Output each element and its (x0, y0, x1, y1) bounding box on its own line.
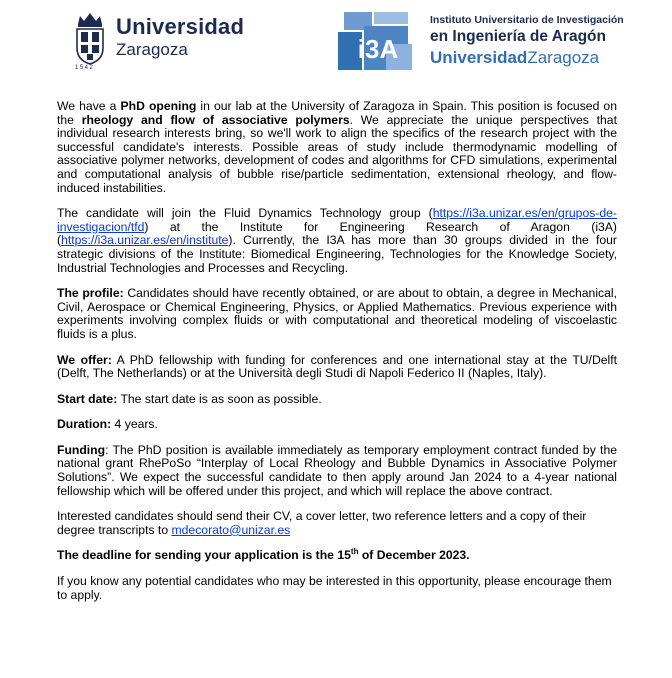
start-date-paragraph (57, 393, 617, 407)
intro-text-3: . We appreciate the unique perspectives that individual research interests bring, so we'll work to align the specifics of the research project with the successful candidate's interests. Possible areas of study include thermodynamic modelling of associative polymer networks, development of codes and algorithms for CFD simulations, experimental and computational analysis of bubble rise/particle sedimentation, extensional rheology, and flow-induced instabilities. (57, 112, 617, 195)
tfd-group-link[interactable]: https://i3a.unizar.es/en/grupos-de-investigacion/tfd (57, 206, 617, 234)
phd-opening-emphasis: PhD opening (120, 99, 197, 113)
funding-label: Funding (57, 442, 106, 457)
profile-text: Candidates should have recently obtained, or are about to obtain, a degree in Mechanical, Civil, Aerospace or Chemical Engineering, Physics, or Applied Mathematics. Previous experience with experiments involving complex fluids or with computational and theoretical modeling of viscoelastic fluids is a plus. (57, 286, 617, 341)
founding-year: 1542 (75, 65, 95, 71)
research-topic-emphasis: rheology and flow of associative polymers (81, 112, 350, 127)
group-paragraph (57, 207, 617, 275)
closing-text: If you know any potential candidates who may be interested in this opportunity, please encourage them to apply. (57, 574, 612, 602)
start-date-text: The start date is as soon as possible. (117, 391, 322, 406)
i3a-institute-link[interactable]: https://i3a.unizar.es/en/institute (61, 233, 229, 248)
profile-label: The profile: (57, 286, 124, 301)
deadline-text-2: of December 2023. (358, 548, 470, 563)
i3a-mark: i3A (357, 34, 399, 64)
universidad-zaragoza-logo (70, 10, 260, 74)
intro-text-1: We have a (57, 99, 121, 113)
letterhead (0, 0, 672, 80)
i3a-line-1: Instituto Universitario de Investigación (430, 14, 624, 26)
closing-paragraph (57, 575, 617, 602)
deadline-text (57, 548, 470, 562)
group-text-3: ). Currently, the I3A has more than 30 groups divided in the four strategic divisions of the Institute: Biomedical Engineering, Technologies for the Knowledge Society, Industrial Technologies and Processes and Recycling. (57, 233, 617, 275)
application-text: Interested candidates should send their CV, a cover letter, two reference letters and a copy of their degree transcripts to (57, 509, 587, 537)
offer-paragraph (57, 354, 617, 381)
i3a-line-3-rest: Zaragoza (527, 48, 600, 67)
university-city: Zaragoza (116, 40, 188, 59)
intro-text-2: in our lab at the University of Zaragoza in Spain. This position is focused on the (57, 99, 617, 127)
i3a-institute-name (430, 14, 670, 69)
university-name: Universidad (116, 14, 245, 39)
duration-label: Duration: (57, 417, 112, 432)
group-text-2: ) at the Institute for Engineering Research of Aragon (i3A) ( (57, 219, 617, 248)
i3a-line-3-bold: Universidad (430, 48, 528, 67)
i3a-line-2: en Ingeniería de Aragón (430, 28, 606, 45)
intro-paragraph (57, 100, 617, 195)
deadline-ordinal: th (350, 547, 359, 557)
university-crest-icon (70, 10, 110, 72)
duration-text: 4 years. (111, 417, 158, 432)
duration-paragraph (57, 418, 617, 432)
offer-label: We offer: (57, 352, 112, 367)
start-date-label: Start date: (57, 391, 118, 406)
offer-text: A PhD fellowship with funding for conferences and one international stay at the TU/Delft (Delft, The Netherlands) or at the Università degli Studi di Napoli Federico II (Naples, Italy). (57, 352, 618, 381)
funding-paragraph (57, 444, 617, 498)
i3a-logo-icon (338, 12, 418, 70)
profile-paragraph (57, 287, 617, 341)
deadline-paragraph (57, 549, 617, 563)
deadline-text-1: The deadline for sending your application is the 15 (57, 548, 351, 563)
funding-text: : The PhD position is available immediately as temporary employment contract funded by the national grant RhePoSo “Interplay of Local Rheology and Bubble Dynamics in Associative Polymer Solutions”. We expect the successful candidate to then apply around Jan 2024 to a 4-year national fellowship which will be offered under this project, and which will replace the above contract. (57, 442, 617, 498)
announcement-body (57, 100, 617, 614)
group-text-1: The candidate will join the Fluid Dynamics Technology group ( (57, 206, 433, 221)
contact-email-link[interactable]: mdecorato@unizar.es (171, 522, 291, 537)
i3a-line-3 (430, 47, 670, 69)
application-paragraph (57, 510, 617, 537)
